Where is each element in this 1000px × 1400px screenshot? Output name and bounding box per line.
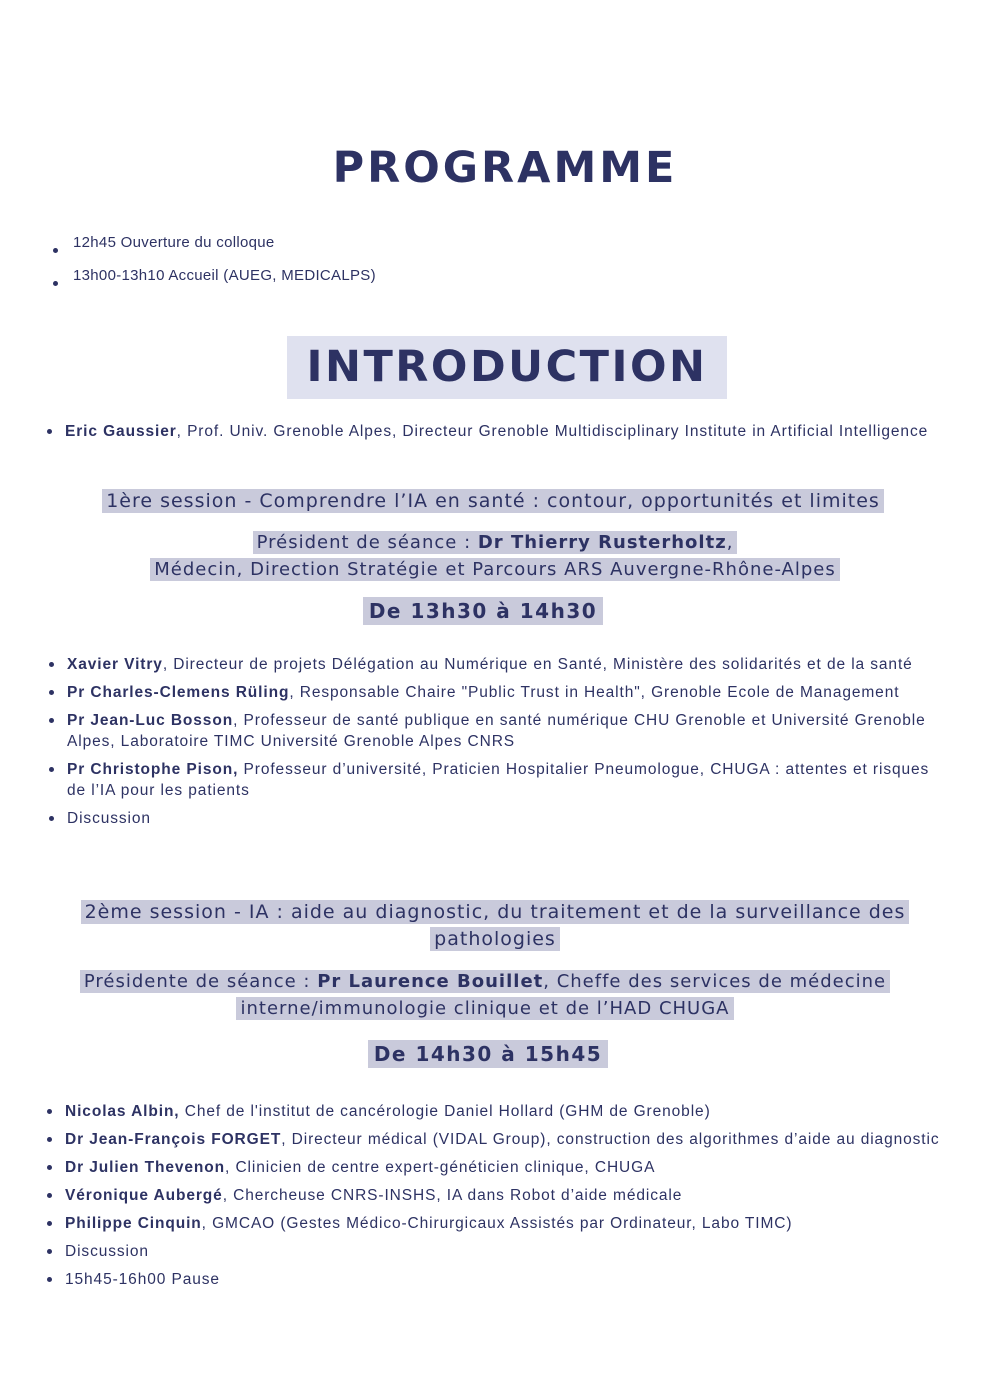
speaker-item (45, 1269, 945, 1290)
opening-list (50, 232, 376, 298)
session-1-title-text: 1ère session - Comprendre l’IA en santé : contour, opportunités et limites (102, 489, 884, 513)
speaker-desc: , Chercheuse CNRS-INSHS, IA dans Robot d’aide médicale (222, 1187, 683, 1204)
session-1-speakers (47, 654, 947, 836)
speaker-item (47, 682, 947, 703)
list-item: 12h45 Ouverture du colloque (50, 232, 376, 265)
speaker-name: Pr Charles-Clemens Rüling (67, 684, 290, 701)
president-line2: Médecin, Direction Stratégie et Parcours ARS Auvergne-Rhône-Alpes (150, 558, 840, 581)
president-name: Pr Laurence Bouillet (317, 971, 544, 992)
president-suffix: , (726, 532, 734, 553)
speaker-item (45, 421, 945, 442)
session-2-time (0, 1041, 976, 1068)
session-2-speakers (45, 1101, 945, 1297)
speaker-desc: Discussion (67, 810, 151, 827)
speaker-item (47, 710, 947, 752)
programme-title: PROGRAMME (332, 143, 678, 193)
speaker-name: Dr Julien Thevenon (65, 1159, 226, 1176)
president-suffix: , Cheffe des services de médecine interne/immunologie clinique et de l’HAD CHUGA (240, 971, 887, 1019)
session-2-title-text: 2ème session - IA : aide au diagnostic, du traitement et de la surveillance des pathologies (81, 900, 910, 951)
speaker-item (47, 808, 947, 829)
introduction-title: INTRODUCTION (306, 342, 708, 392)
speaker-desc: , Directeur de projets Délégation au Numérique en Santé, Ministère des solidarités et de la santé (162, 656, 913, 673)
speaker-name: Dr Jean-François FORGET (65, 1131, 282, 1148)
president-name: Dr Thierry Rusterholtz (477, 532, 727, 553)
speaker-item (47, 654, 947, 675)
speaker-item (45, 1101, 945, 1122)
speaker-desc: , Clinicien de centre expert-généticien clinique, CHUGA (225, 1159, 656, 1176)
introduction-speakers (45, 421, 945, 449)
session-2-title (30, 899, 960, 953)
speaker-name: Philippe Cinquin (65, 1215, 202, 1232)
session-1-time-text: De 13h30 à 14h30 (363, 597, 603, 625)
speaker-item (45, 1185, 945, 1206)
speaker-name: Eric Gaussier (65, 423, 177, 440)
session-2-president (70, 968, 900, 1022)
session-1-president (40, 529, 950, 583)
speaker-desc: , Professeur de santé publique en santé numérique CHU Grenoble et Université Grenoble Alpes, Laboratoire TIMC Université Grenoble Alpes CNRS (67, 712, 926, 750)
speaker-desc: , Directeur médical (VIDAL Group), construction des algorithmes d’aide au diagnostic (281, 1131, 940, 1148)
speaker-name: Pr Jean-Luc Bosson (67, 712, 234, 729)
speaker-item (45, 1241, 945, 1262)
speaker-name: Pr Christophe Pison, (67, 761, 239, 778)
president-prefix: Président de séance : (256, 532, 478, 553)
speaker-desc: , GMCAO (Gestes Médico-Chirurgicaux Assistés par Ordinateur, Labo TIMC) (201, 1215, 793, 1232)
session-1-title (20, 488, 966, 515)
president-prefix: Présidente de séance : (83, 971, 318, 992)
session-1-time (0, 598, 966, 625)
speaker-desc: 15h45-16h00 Pause (65, 1271, 220, 1288)
speaker-item (45, 1213, 945, 1234)
speaker-item (45, 1157, 945, 1178)
speaker-name: Nicolas Albin, (65, 1103, 180, 1120)
speaker-name: Véronique Aubergé (65, 1187, 223, 1204)
speaker-desc: Chef de l'institut de cancérologie Daniel Hollard (GHM de Grenoble) (179, 1103, 711, 1120)
speaker-item (45, 1129, 945, 1150)
list-item: 13h00-13h10 Accueil (AUEG, MEDICALPS) (50, 265, 376, 298)
speaker-name: Xavier Vitry (67, 656, 163, 673)
speaker-item (47, 759, 947, 801)
speaker-desc: Professeur d’université, Praticien Hospitalier Pneumologue, CHUGA : attentes et risques de l’IA pour les patients (67, 761, 930, 799)
speaker-desc: Discussion (65, 1243, 149, 1260)
speaker-desc: , Responsable Chaire "Public Trust in Health", Grenoble Ecole de Management (289, 684, 900, 701)
session-2-time-text: De 14h30 à 15h45 (368, 1040, 608, 1068)
speaker-desc: , Prof. Univ. Grenoble Alpes, Directeur Grenoble Multidisciplinary Institute in Artificial Intelligence (176, 423, 929, 440)
